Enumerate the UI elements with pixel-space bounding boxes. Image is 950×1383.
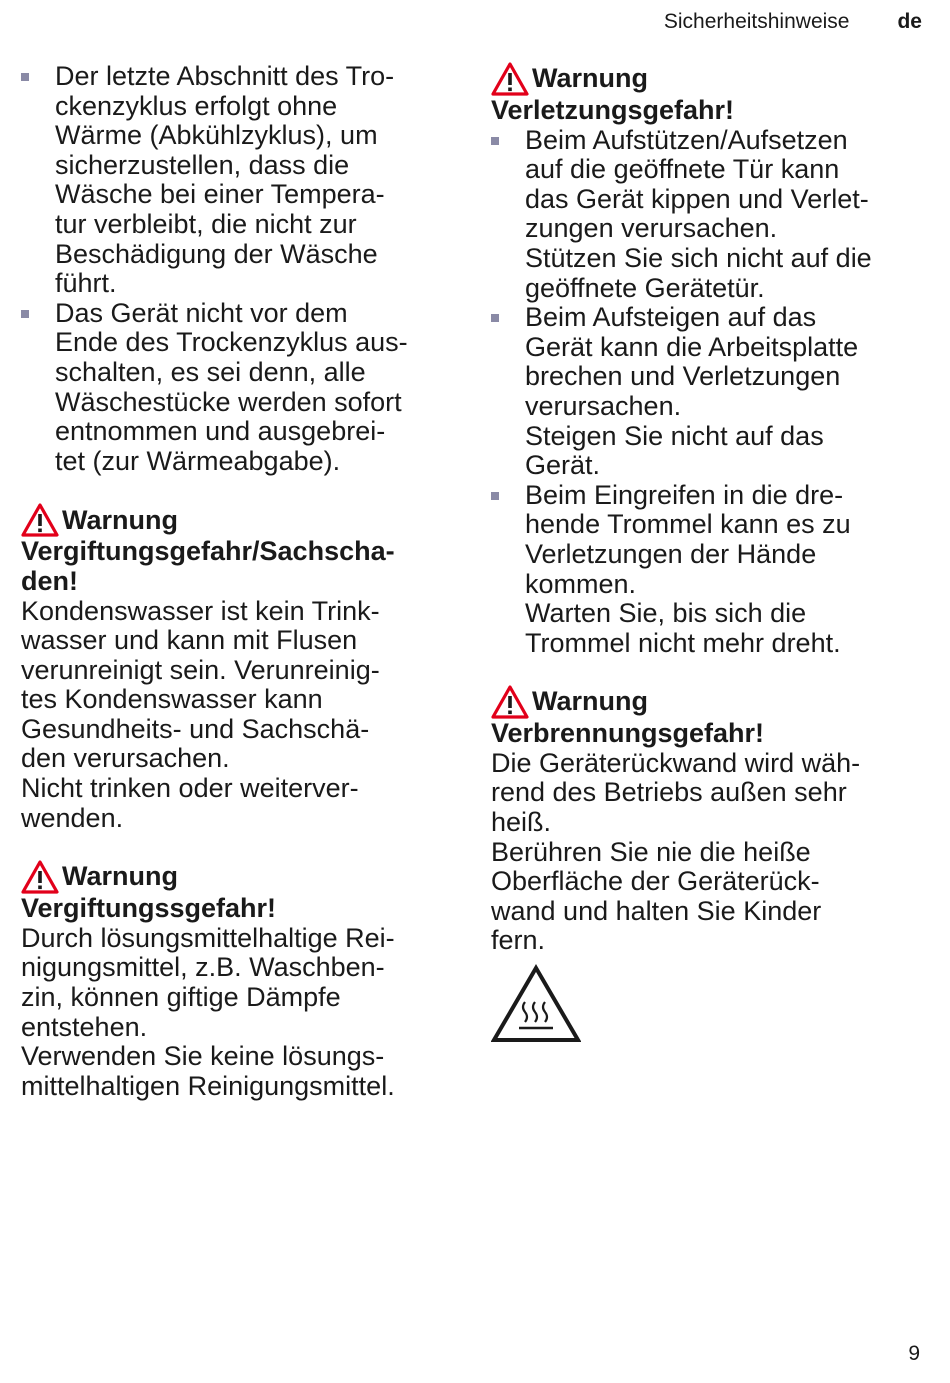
list-item — [491, 126, 923, 304]
text-line: brechen und Verletzungen — [525, 361, 841, 392]
warning-title: Warnung — [532, 63, 648, 94]
text-line: heiß. — [491, 807, 552, 838]
text-line: Kondenswasser ist kein Trink- — [21, 595, 380, 626]
text-line: Nicht trinken oder weiterver- — [21, 773, 359, 804]
warning-body — [21, 597, 453, 834]
text-line: Gerät. — [525, 450, 601, 481]
text-line: Berühren Sie nie die heiße — [491, 836, 811, 867]
text-line: wand und halten Sie Kinder — [491, 895, 822, 926]
right-column — [491, 62, 923, 956]
warning-title: Warnung — [62, 861, 178, 892]
text-line: Beschädigung der Wäsche — [55, 238, 378, 269]
warning-triangle-icon — [21, 503, 59, 537]
text-line: sicherzustellen, dass die — [55, 149, 350, 180]
warning-subtitle — [491, 719, 923, 749]
warning-title: Warnung — [532, 686, 648, 717]
text-line: Oberfläche der Geräterück- — [491, 866, 820, 897]
text-line: hende Trommel kann es zu — [525, 509, 851, 540]
text-line: Durch lösungsmittelhaltige Rei- — [21, 922, 395, 953]
language-code: de — [897, 10, 922, 33]
warning-body — [21, 924, 453, 1102]
text-line: Gesundheits- und Sachschä- — [21, 713, 370, 744]
bullet-square-icon — [491, 314, 499, 322]
hot-surface-icon — [491, 964, 581, 1044]
text-line: nigungsmittel, z.B. Waschben- — [21, 952, 385, 983]
text-line: den verursachen. — [21, 743, 230, 774]
page-header — [664, 8, 922, 36]
warning-burn — [491, 685, 923, 956]
text-line: Das Gerät nicht vor dem — [55, 297, 348, 328]
text-line: Vergiftungssgefahr! — [21, 893, 277, 924]
warning-injury — [491, 62, 923, 658]
warning-heading — [491, 685, 923, 719]
text-line: führt. — [55, 268, 117, 299]
list-item — [491, 481, 923, 659]
text-line: Steigen Sie nicht auf das — [525, 420, 824, 451]
text-line: wenden. — [21, 802, 124, 833]
bullet-square-icon — [21, 310, 29, 318]
text-line: verursachen. — [525, 390, 682, 421]
text-line: tet (zur Wärmeabgabe). — [55, 445, 341, 476]
text-line: entstehen. — [21, 1011, 148, 1042]
warning-title: Warnung — [62, 504, 178, 535]
text-line: ckenzyklus erfolgt ohne — [55, 90, 338, 121]
text-line: Der letzte Abschnitt des Tro- — [55, 61, 395, 91]
warning-subtitle — [491, 96, 923, 126]
warning-heading — [21, 860, 453, 894]
warning-subtitle — [21, 537, 453, 596]
warning-triangle-icon — [491, 62, 529, 96]
bullet-square-icon — [491, 137, 499, 145]
warning-poisoning-damage — [21, 503, 453, 833]
text-line: fern. — [491, 925, 546, 956]
text-line: Beim Eingreifen in die dre- — [525, 479, 844, 510]
text-line: tur verbleibt, die nicht zur — [55, 208, 357, 239]
list-item — [491, 303, 923, 481]
text-line: entnommen und ausgebrei- — [55, 416, 386, 447]
section-title: Sicherheitshinweise — [663, 10, 850, 33]
text-line: wasser und kann mit Flusen — [21, 625, 358, 656]
text-line: rend des Betriebs außen sehr — [491, 777, 847, 808]
warning-triangle-icon — [21, 860, 59, 894]
text-line: Die Geräterückwand wird wäh- — [491, 747, 861, 778]
text-line: Gerät kann die Arbeitsplatte — [525, 331, 859, 362]
text-line: geöffnete Gerätetür. — [525, 272, 765, 303]
text-line: Wäsche bei einer Tempera- — [55, 179, 385, 210]
text-line: Ende des Trockenzyklus aus- — [55, 327, 408, 358]
text-line: kommen. — [525, 568, 637, 599]
text-line: den! — [21, 565, 78, 596]
left-column — [21, 62, 453, 1101]
text-line: tes Kondenswasser kann — [21, 684, 323, 715]
page-number: 9 — [908, 1342, 920, 1365]
text-line: zungen verursachen. — [525, 213, 778, 244]
injury-bullet-list — [491, 126, 923, 659]
text-line: Beim Aufstützen/Aufsetzen — [525, 124, 848, 155]
text-line: Verbrennungsgefahr! — [491, 718, 765, 749]
text-line: Vergiftungsgefahr/Sachscha- — [21, 536, 395, 567]
warning-body — [491, 749, 923, 956]
text-line: Verwenden Sie keine lösungs- — [21, 1041, 385, 1072]
text-line: schalten, es sei denn, alle — [55, 356, 366, 387]
bullet-square-icon — [491, 492, 499, 500]
text-line: Beim Aufsteigen auf das — [525, 302, 817, 333]
text-line: das Gerät kippen und Verlet- — [525, 183, 869, 214]
text-line: auf die geöffnete Tür kann — [525, 154, 840, 185]
text-line: Wäschestücke werden sofort — [55, 386, 402, 417]
text-line: zin, können giftige Dämpfe — [21, 982, 341, 1013]
warning-triangle-icon — [491, 685, 529, 719]
warning-heading — [21, 503, 453, 537]
warning-poisoning — [21, 860, 453, 1101]
list-item — [21, 62, 453, 299]
text-line: Verletzungsgefahr! — [491, 95, 735, 125]
text-line: Verletzungen der Hände — [525, 538, 817, 569]
text-line: Trommel nicht mehr dreht. — [525, 627, 841, 658]
bullet-square-icon — [21, 73, 29, 81]
left-bullet-list — [21, 62, 453, 476]
text-line: Warten Sie, bis sich die — [525, 598, 807, 629]
text-line: mittelhaltigen Reinigungsmittel. — [21, 1070, 395, 1101]
text-line: Wärme (Abkühlzyklus), um — [55, 120, 378, 151]
text-line: Stützen Sie sich nicht auf die — [525, 242, 872, 273]
warning-heading — [491, 62, 923, 96]
warning-subtitle — [21, 894, 453, 924]
text-line: verunreinigt sein. Verunreinig- — [21, 654, 380, 685]
list-item — [21, 299, 453, 477]
